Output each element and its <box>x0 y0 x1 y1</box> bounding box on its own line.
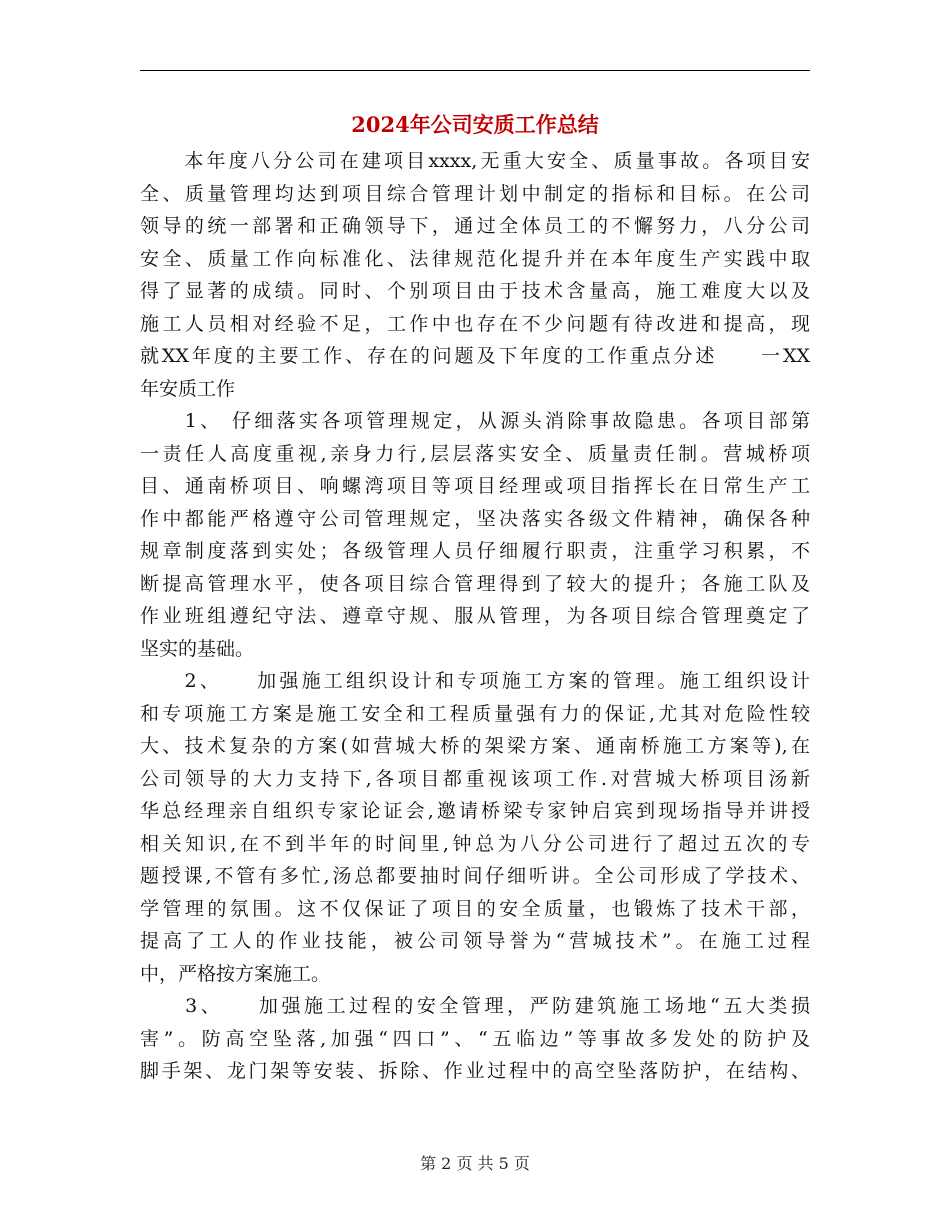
body-line: 作中都能严格遵守公司管理规定，坚决落实各级文件精神，确保各种 <box>140 507 810 530</box>
body-line: 作业班组遵纪守法、遵章守规、服从管理，为各项目综合管理奠定了 <box>140 605 810 627</box>
document-title: 2024年公司安质工作总结 <box>351 112 599 137</box>
body-line: 断提高管理水平，使各项目综合管理得到了较大的提升；各施工队及 <box>140 572 810 595</box>
body-line: 施工人员相对经验不足，工作中也存在不少问题有待改进和提高，现 <box>140 312 810 335</box>
body-line: 害”。防高空坠落,加强“四口”、“五临边”等事故多发处的防护及 <box>140 1027 810 1050</box>
body-line: 公司领导的大力支持下,各项目都重视该项工作.对营城大桥项目汤新 <box>140 767 810 790</box>
body-line: 本年度八分公司在建项目xxxx,无重大安全、质量事故。各项目安 <box>140 150 810 172</box>
body-line: 目、通南桥项目、响螺湾项目等项目经理或项目指挥长在日常生产工 <box>140 475 810 497</box>
body-line: 一责任人高度重视,亲身力行,层层落实安全、质量责任制。营城桥项 <box>140 442 810 465</box>
body-line: 2、 加强施工组织设计和专项施工方案的管理。施工组织设计 <box>140 670 810 692</box>
body-line: 大、技术复杂的方案(如营城大桥的架梁方案、通南桥施工方案等),在 <box>140 735 810 757</box>
body-line: 安全、质量工作向标准化、法律规范化提升并在本年度生产实践中取 <box>140 247 810 270</box>
body-line: 提高了工人的作业技能，被公司领导誉为“营城技术”。在施工过程 <box>140 930 810 952</box>
body-line: 领导的统一部署和正确领导下，通过全体员工的不懈努力，八分公司 <box>140 215 810 237</box>
body-line: 得了显著的成绩。同时、个别项目由于技术含量高，施工难度大以及 <box>140 280 810 302</box>
body-line: 就XX年度的主要工作、存在的问题及下年度的工作重点分述 一XX <box>140 345 810 367</box>
body-line: 中，严格按方案施工。 <box>140 962 331 985</box>
document-body <box>140 145 810 1088</box>
body-line: 华总经理亲自组织专家论证会,邀请桥梁专家钟启宾到现场指导并讲授 <box>140 800 810 822</box>
body-line: 1、 仔细落实各项管理规定，从源头消除事故隐患。各项目部第 <box>140 410 810 432</box>
body-line: 坚实的基础。 <box>140 637 255 660</box>
body-line: 题授课,不管有多忙,汤总都要抽时间仔细听讲。全公司形成了学技术、 <box>140 865 810 887</box>
body-line: 3、 加强施工过程的安全管理，严防建筑施工场地“五大类损 <box>140 995 810 1017</box>
body-line: 年安质工作 <box>140 377 236 400</box>
body-line: 和专项施工方案是施工安全和工程质量强有力的保证,尤其对危险性较 <box>140 702 810 725</box>
header-rule <box>140 70 810 71</box>
body-line: 相关知识,在不到半年的时间里,钟总为八分公司进行了超过五次的专 <box>140 832 810 855</box>
body-line: 脚手架、龙门架等安装、拆除、作业过程中的高空坠落防护，在结构、 <box>140 1060 810 1082</box>
body-line: 规章制度落到实处；各级管理人员仔细履行职责，注重学习积累，不 <box>140 540 810 562</box>
body-line: 全、质量管理均达到项目综合管理计划中制定的指标和目标。在公司 <box>140 182 810 205</box>
page-footer: 第 2 页 共 5 页 <box>420 1154 530 1173</box>
body-line: 学管理的氛围。这不仅保证了项目的安全质量，也锻炼了技术干部， <box>140 897 810 920</box>
